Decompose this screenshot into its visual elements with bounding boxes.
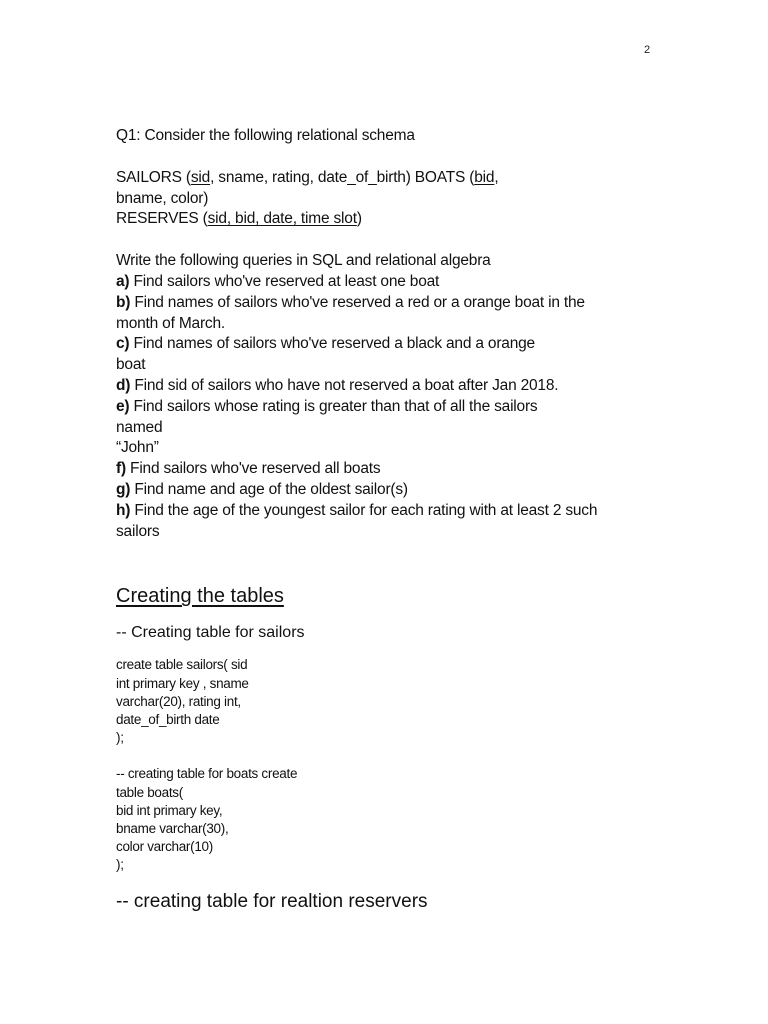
schema-line-2: bname, color) [116, 189, 209, 207]
query-item-text: Find names of sailors who've reserved a red or a orange boat in the [134, 293, 585, 311]
query-item-text: Find sailors who've reserved all boats [130, 460, 381, 478]
query-item-text: Find the age of the youngest sailor for each rating with at least 2 such [134, 501, 598, 519]
code-line: date_of_birth date [116, 711, 220, 727]
query-item-label: b) [116, 293, 131, 311]
schema-line-1 [116, 168, 636, 189]
query-item-text: Find sid of sailors who have not reserved a boat after Jan 2018. [134, 376, 559, 394]
query-item-line [116, 355, 636, 376]
query-item-line [116, 438, 636, 459]
code-line: ); [116, 730, 124, 746]
boats-code-block [116, 765, 636, 874]
schema-reserves-key: sid, bid, date, time slot [207, 210, 357, 228]
query-item-text: month of March. [116, 314, 225, 332]
query-item-label: d) [116, 376, 131, 394]
code-line: table boats( [116, 784, 183, 800]
query-item-line [116, 459, 636, 480]
schema-sailors-rest: , sname, rating, date_of_birth) BOATS ( [210, 168, 475, 186]
query-item-line [116, 418, 636, 439]
schema-reserves-suffix: ) [356, 210, 362, 228]
schema-sailors-prefix: SAILORS ( [116, 168, 191, 186]
query-item-text: Find names of sailors who've reserved a black and a orange [133, 335, 535, 353]
reserves-comment: -- creating table for realtion reservers [116, 890, 428, 912]
query-item-line [116, 293, 636, 314]
query-item-line [116, 376, 636, 397]
code-line: bname varchar(30), [116, 820, 229, 836]
schema-sailors-key: sid [190, 168, 211, 186]
query-item-text: boat [116, 356, 146, 374]
query-item-line [116, 397, 636, 418]
query-item-text: Find sailors who've reserved at least one boat [133, 272, 440, 290]
query-item-line [116, 501, 636, 522]
page-number: 2 [644, 44, 651, 56]
query-item-line [116, 480, 636, 501]
code-line: create table sailors( sid [116, 657, 248, 673]
query-item-line [116, 272, 636, 293]
document-body [116, 126, 636, 915]
schema-boats-tail: , [494, 168, 499, 186]
code-line: -- creating table for boats create [116, 766, 298, 782]
query-item-label: f) [116, 460, 126, 478]
query-item-line [116, 314, 636, 335]
sailors-code-block [116, 656, 636, 747]
query-item-text: Find name and age of the oldest sailor(s) [134, 480, 408, 498]
sailors-comment: -- Creating table for sailors [116, 624, 305, 642]
query-item-label: a) [116, 272, 130, 290]
query-item-text: sailors [116, 522, 160, 540]
query-item-label: e) [116, 397, 130, 415]
code-line: int primary key , sname [116, 675, 249, 691]
schema-boats-key: bid [474, 168, 495, 186]
query-item-line [116, 522, 636, 543]
code-line: bid int primary key, [116, 802, 223, 818]
code-line: ); [116, 857, 124, 873]
code-line: color varchar(10) [116, 839, 213, 855]
code-line: varchar(20), rating int, [116, 693, 241, 709]
schema-reserves-prefix: RESERVES ( [116, 210, 208, 228]
query-item-label: h) [116, 501, 131, 519]
schema-line-3 [116, 209, 636, 230]
query-item-text: “John” [116, 439, 159, 457]
query-item-text: named [116, 418, 163, 436]
question-title: Q1: Consider the following relational schema [116, 127, 415, 144]
instruction: Write the following queries in SQL and relational algebra [116, 252, 491, 270]
query-list [116, 272, 636, 542]
query-item-label: c) [116, 335, 130, 353]
query-item-line [116, 334, 636, 355]
query-item-text: Find sailors whose rating is greater than that of all the sailors [133, 397, 538, 415]
section-heading: Creating the tables [116, 585, 284, 608]
query-item-label: g) [116, 480, 131, 498]
